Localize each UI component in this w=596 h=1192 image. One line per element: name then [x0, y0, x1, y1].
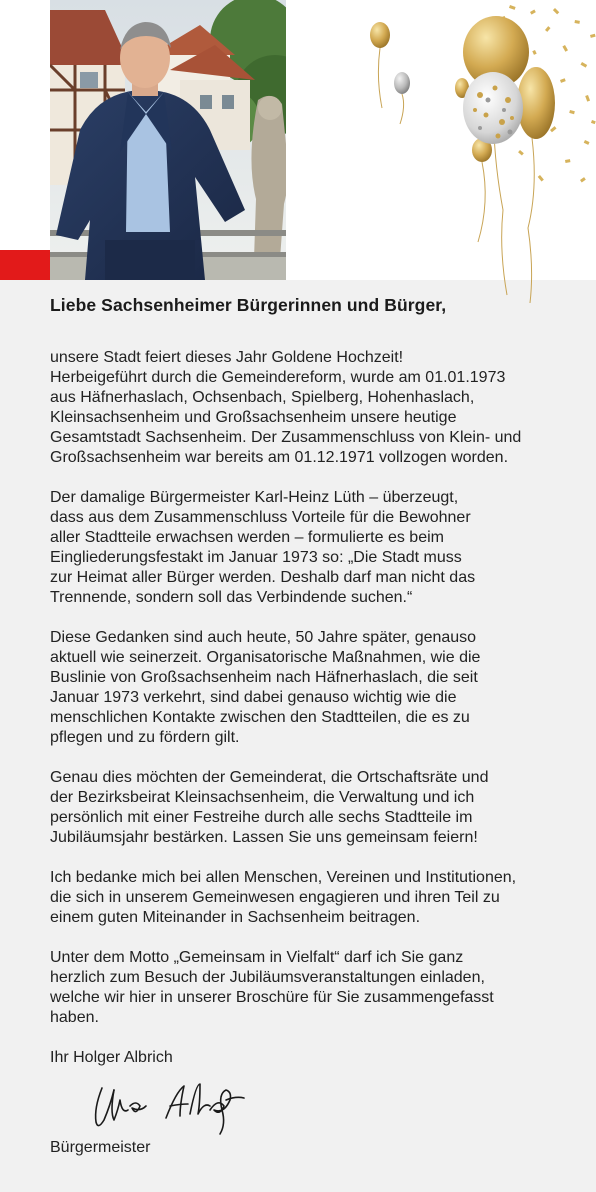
- text-line: zur Heimat aller Bürger werden. Deshalb darf man nicht das: [50, 569, 476, 586]
- text-line: Trennende, sondern soll das Verbindende suchen.“: [50, 589, 413, 606]
- text-line: Kleinsachsenheim und Großsachsenheim unsere heutige: [50, 409, 457, 426]
- text-line: aller Stadtteile erwachsen werden – formulierte es beim: [50, 529, 444, 546]
- text-line: welche wir hier in unserer Broschüre für Sie zusammengefasst: [50, 989, 494, 1006]
- text-line: pflegen und zu fördern gilt.: [50, 729, 240, 746]
- paragraph-6: [50, 948, 580, 1028]
- paragraph-2: [50, 488, 580, 608]
- text-line: Januar 1973 verkehrt, sind dabei genauso wichtig wie die: [50, 689, 457, 706]
- text-line: Ich bedanke mich bei allen Menschen, Vereinen und Institutionen,: [50, 869, 517, 886]
- accent-bar: [0, 250, 50, 280]
- text-line: Herbeigeführt durch die Gemeindereform, wurde am 01.01.1973: [50, 369, 506, 386]
- greeting: Liebe Sachsenheimer Bürgerinnen und Bürger,: [50, 295, 447, 315]
- text-line: Großsachsenheim war bereits am 01.12.1971 vollzogen worden.: [50, 449, 509, 466]
- text-line: persönlich mit einer Festreihe durch alle sechs Stadtteile im: [50, 809, 473, 826]
- golden-balloons-decoration: [360, 0, 596, 310]
- letter-body: [50, 293, 580, 1158]
- text-line: haben.: [50, 1009, 99, 1026]
- text-line: aktuell wie seinerzeit. Organisatorische Maßnahmen, wie die: [50, 649, 481, 666]
- text-line: dass aus dem Zusammenschluss Vorteile für die Bewohner: [50, 509, 471, 526]
- text-line: Der damalige Bürgermeister Karl-Heinz Lüth – überzeugt,: [50, 489, 459, 506]
- signer-title: Bürgermeister: [50, 1139, 151, 1156]
- paragraph-1: [50, 348, 580, 468]
- text-line: aus Häfnerhaslach, Ochsenbach, Spielberg, Hohenhaslach,: [50, 389, 475, 406]
- text-line: der Bezirksbeirat Kleinsachsenheim, die Verwaltung und ich: [50, 789, 475, 806]
- text-line: die sich in unserem Gemeinwesen engagieren und ihren Teil zu: [50, 889, 500, 906]
- text-line: Unter dem Motto „Gemeinsam in Vielfalt“ darf ich Sie ganz: [50, 949, 464, 966]
- text-line: herzlich zum Besuch der Jubiläumsveranstaltungen einladen,: [50, 969, 485, 986]
- paragraph-3: [50, 628, 580, 748]
- text-line: einem guten Miteinander in Sachsenheim beitragen.: [50, 909, 421, 926]
- paragraph-5: [50, 868, 580, 928]
- text-line: Jubiläumsjahr bestärken. Lassen Sie uns gemeinsam feiern!: [50, 829, 478, 846]
- handwritten-signature: [50, 1076, 580, 1138]
- closing-line: Ihr Holger Albrich: [50, 1049, 173, 1066]
- text-line: unsere Stadt feiert dieses Jahr Goldene Hochzeit!: [50, 349, 404, 366]
- text-line: Gesamtstadt Sachsenheim. Der Zusammenschluss von Klein- und: [50, 429, 522, 446]
- text-line: menschlichen Kontakte zwischen den Stadtteilen, die es zu: [50, 709, 470, 726]
- paragraph-4: [50, 768, 580, 848]
- text-line: Buslinie von Großsachsenheim nach Häfnerhaslach, die seit: [50, 669, 478, 686]
- text-line: Genau dies möchten der Gemeinderat, die Ortschaftsräte und: [50, 769, 489, 786]
- text-line: Eingliederungsfestakt im Januar 1973 so: „Die Stadt muss: [50, 549, 462, 566]
- text-line: Diese Gedanken sind auch heute, 50 Jahre später, genauso: [50, 629, 477, 646]
- mayor-photo: [50, 0, 286, 280]
